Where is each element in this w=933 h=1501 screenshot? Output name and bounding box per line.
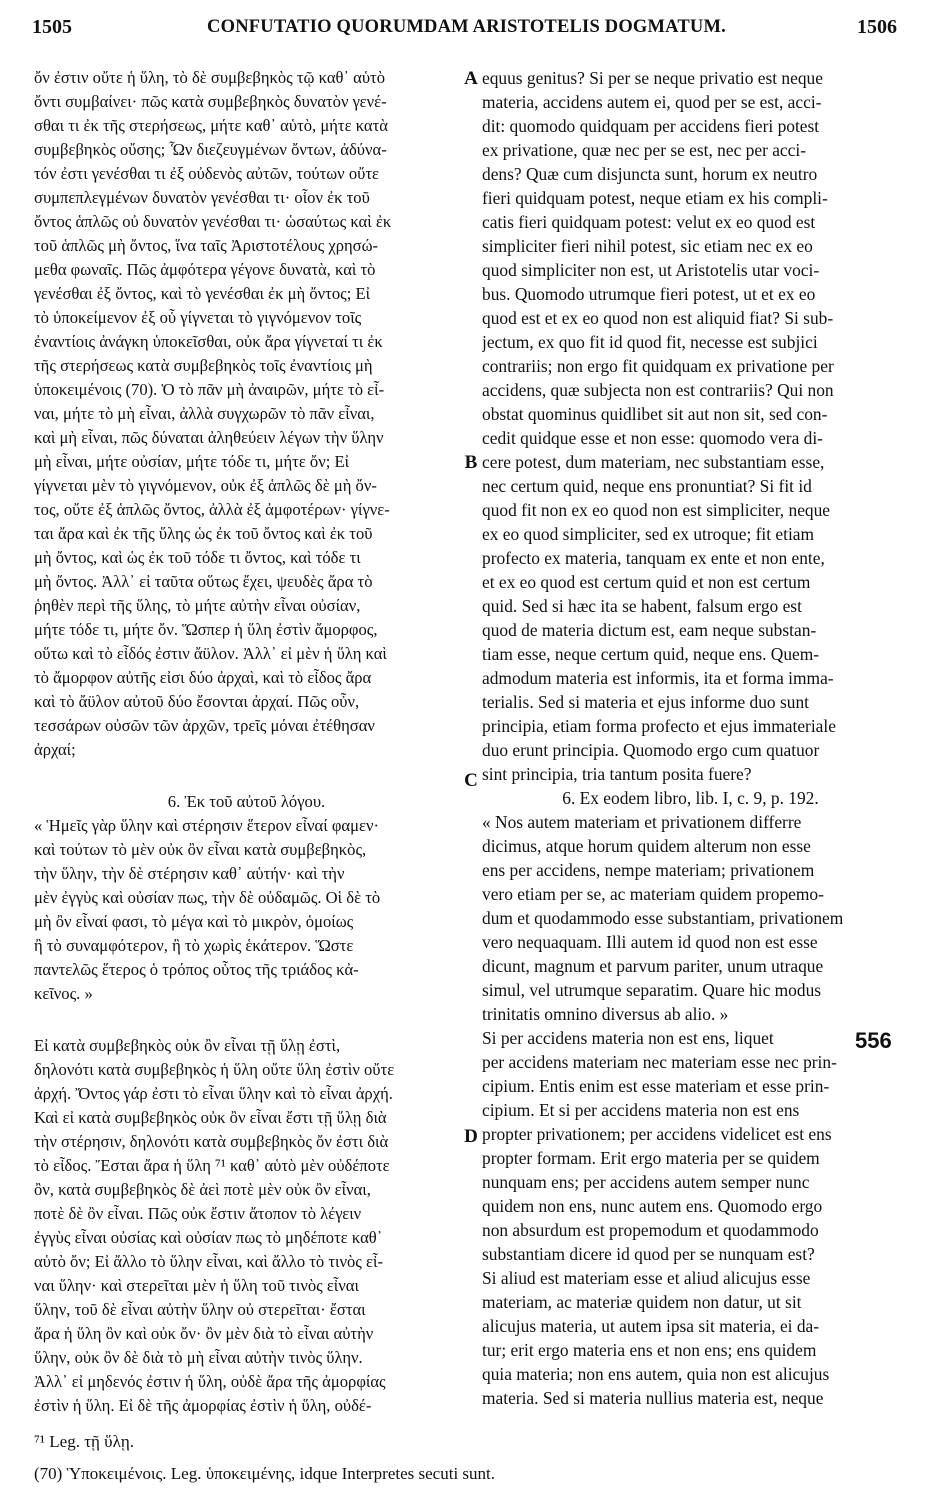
- text-line: profecto ex materia, tanquam ex ente et non ente,: [482, 548, 825, 568]
- text-line: τος, οὔτε ἐξ ἁπλῶς ὄντος, ἀλλὰ ἐξ ἀμφοτέρων· γίγνε-: [34, 500, 390, 519]
- text-line: τῆς στερήσεως κατὰ συμβεβηκὸς τοῖς ἐναντίοις μὴ: [34, 356, 373, 375]
- running-title: CONFUTATIO QUORUMDAM ARISTOTELIS DOGMATUM.: [207, 17, 726, 37]
- text-line: Si per accidens materia non est ens, liquet: [482, 1028, 774, 1048]
- page-number-left: 1505: [32, 16, 72, 38]
- text-line: dum et quodammodo esse substantiam, privationem: [482, 908, 844, 928]
- text-line: ex eo quod simpliciter, sed ex utroque; fit etiam: [482, 524, 815, 544]
- text-line: dit: quomodo quidquam per accidens fieri potest: [482, 116, 820, 136]
- text-line: τόν ἐστι γενέσθαι τι ἐξ οὐδενὸς αὐτῶν, τούτων οὔτε: [34, 164, 379, 183]
- text-line: ται ἄρα καὶ ἐκ τῆς ὕλης ὡς ἐκ τοῦ ὄντος καὶ ἐκ τοῦ: [34, 524, 373, 543]
- text-line: simpliciter fieri nihil potest, sic etiam nec ex eo: [482, 236, 813, 256]
- text-line: ὕλην, οὐκ ὂν δὲ διὰ τὸ μὴ εἶναι αὐτὴν τινὸς ὕλην.: [34, 1348, 363, 1367]
- text-line: ὑποκειμένοις (70). Ὁ τὸ πᾶν μὴ ἀναιρῶν, μήτε τὸ εἶ-: [34, 380, 385, 399]
- text-line: fieri quidquam potest, neque etiam ex his compli-: [482, 188, 828, 208]
- text-line: admodum materia est informis, ita et forma imma-: [482, 668, 834, 688]
- text-line: cipium. Et si per accidens materia non est ens: [482, 1100, 800, 1120]
- text-line: ex privatione, quæ nec per se est, nec per acci-: [482, 140, 806, 160]
- text-line: ὕλην, τοῦ δὲ εἶναι αὐτὴν ὕλην οὐ στερεῖται· ἔσται: [34, 1300, 366, 1319]
- text-line: nec certum quid, neque ens pronuntiat? Si fit id: [482, 476, 812, 496]
- text-line: ὂν, κατὰ συμβεβηκὸς δὲ ἀεὶ ποτὲ μὲν οὐκ ὂν εἶναι,: [34, 1180, 371, 1199]
- text-line: καὶ τούτων τὸ μὲν οὐκ ὂν εἶναι κατὰ συμβεβηκὸς,: [34, 840, 367, 859]
- text-line: 6. Ex eodem libro, lib. I, c. 9, p. 192.: [562, 788, 819, 808]
- text-line: ὄντι συμβαίνει· πῶς κατὰ συμβεβηκὸς δυνατὸν γενέ-: [34, 92, 387, 111]
- text-line: quod fit non ex eo quod non est simpliciter, neque: [482, 500, 831, 520]
- text-line: sint principia, tria tantum posita fuere?: [482, 764, 752, 784]
- text-line: μὴ ὄντος, καὶ ὡς ἐκ τοῦ τόδε τι ὄντος, καὶ τόδε τι: [34, 548, 361, 567]
- text-line: ἢ τὸ συναμφότερον, ἢ τὸ χωρὶς ἑκάτερον. Ὥστε: [34, 936, 354, 955]
- text-line: ναι, μήτε τὸ μὴ εἶναι, ἀλλὰ συγχωρῶν τὸ πᾶν εἶναι,: [34, 404, 375, 423]
- text-line: per accidens materiam nec materiam esse nec prin-: [482, 1052, 837, 1072]
- footnotes: [34, 1426, 894, 1490]
- footnote-71: ⁷¹ Leg. τῇ ὕλῃ.: [34, 1432, 134, 1451]
- text-line: σθαι τι ἐκ τῆς στερήσεως, μήτε καθ᾽ αὑτὸ, μήτε κατὰ: [34, 116, 388, 135]
- page-number-right: 1506: [857, 16, 897, 38]
- text-line: γενέσθαι ἐξ ὄντος, καὶ τὸ γενέσθαι ἐκ μὴ ὄντος; Εἰ: [34, 284, 371, 303]
- text-line: ὄν ἐστιν οὔτε ἡ ὕλη, τὸ δὲ συμβεβηκὸς τῷ καθ᾽ αὑτὸ: [34, 68, 386, 87]
- page-header: [18, 16, 915, 46]
- text-line: cere potest, dum materiam, nec substantiam esse,: [482, 452, 825, 472]
- text-line: οὕτω καὶ τὸ εἶδός ἐστιν ἄϋλον. Ἀλλ᾽ εἰ μὲν ἡ ὕλη καὶ: [34, 644, 387, 663]
- text-line: materia, accidens autem ei, quod per se est, acci-: [482, 92, 822, 112]
- text-line: μὴ ὂν εἶναί φασι, τὸ μέγα καὶ τὸ μικρὸν, ὁμοίως: [34, 912, 354, 931]
- text-line: ἀρχή. Ὄντος γάρ ἐστι τὸ εἶναι ὕλην καὶ τὸ εἶναι ἀρχή.: [34, 1084, 393, 1103]
- text-line: quod est et ex eo quod non est aliquid fiat? Si sub-: [482, 308, 834, 328]
- text-line: accidens, quæ subjecta non est contrariis? Qui non: [482, 380, 834, 400]
- text-line: τοῦ ἁπλῶς μὴ ὄντος, ἵνα ταῖς Ἀριστοτέλους χρησώ-: [34, 236, 379, 255]
- text-line: καὶ τὸ ἄϋλον αὐτοῦ δύο ἔσονται ἀρχαί. Πῶς οὖν,: [34, 692, 360, 711]
- text-line: substantiam dicere id quod per se nunquam est?: [482, 1244, 815, 1264]
- text-line: simul, vel utrumque separatim. Quare hic modus: [482, 980, 822, 1000]
- text-line: cipium. Entis enim est esse materiam et esse prin-: [482, 1076, 830, 1096]
- text-line: alicujus materia, ut autem ipsa sit materia, ei da-: [482, 1316, 820, 1336]
- text-line: obstat quominus quidlibet sit aut non sit, sed con-: [482, 404, 828, 424]
- text-line: γίγνεται μὲν τὸ γιγνόμενον, οὐκ ἐξ ἁπλῶς δὲ μὴ ὄν-: [34, 476, 377, 495]
- text-line: propter privationem; per accidens videlicet est ens: [482, 1124, 832, 1144]
- margin-section-number: 556: [855, 1028, 892, 1053]
- margin-marker-b: B: [464, 452, 478, 473]
- text-line: τὴν ὕλην, τὴν δὲ στέρησιν καθ᾽ αὑτήν· καὶ τὴν: [34, 864, 345, 883]
- text-line: ὄντος ἁπλῶς οὐ δυνατὸν γενέσθαι τι· ὡσαύτως καὶ ἐκ: [34, 212, 392, 231]
- text-line: contrariis; non ergo fit quidquam ex privatione per: [482, 356, 834, 376]
- text-line: tiam esse, neque certum quid, neque ens. Quem-: [482, 644, 820, 664]
- text-line: quod simpliciter non est, ut Aristotelis utar voci-: [482, 260, 820, 280]
- text-line: equus genitus? Si per se neque privatio est neque: [482, 68, 823, 88]
- text-line: αὑτὸ ὄν; Εἰ ἄλλο τὸ ὕλην εἶναι, καὶ ἄλλο τὸ τινὸς εἶ-: [34, 1252, 383, 1271]
- text-line: ποτὲ δὲ ὂν εἶναι. Πῶς οὐκ ἔστιν ἄτοπον τὸ λέγειν: [34, 1204, 362, 1223]
- text-line: [34, 1006, 459, 1034]
- text-line: et ex eo quod est certum quid et non est certum: [482, 572, 811, 592]
- text-line: μὲν ἐγγὺς καὶ οὐσίαν πως, τὴν δὲ οὐδαμῶς. Οἱ δὲ τὸ: [34, 888, 381, 907]
- text-line: παντελῶς ἕτερος ὁ τρόπος οὗτος τῆς τριάδος κἀ-: [34, 960, 359, 979]
- margin-marker-a: A: [464, 68, 478, 89]
- text-line: τὸ εἶδος. Ἔσται ἄρα ἡ ὕλη ⁷¹ καθ᾽ αὑτὸ μὲν οὐδέποτε: [34, 1156, 390, 1175]
- text-line: « Ἡμεῖς γὰρ ὕλην καὶ στέρησιν ἕτερον εἶναί φαμεν·: [34, 816, 380, 835]
- text-line: dicimus, atque horum quidem alterum non esse: [482, 836, 811, 856]
- text-line: μὴ ὄντος. Ἀλλ᾽ εἰ ταῦτα οὕτως ἔχει, ψευδὲς ἄρα τὸ: [34, 572, 373, 591]
- text-line: nunquam ens; per accidens autem semper nunc: [482, 1172, 810, 1192]
- text-line: ἐναντίοις ἀνάγκη ὑποκεῖσθαι, οὐκ ἄρα γίγνεταί τι ἐκ: [34, 332, 383, 351]
- text-line: 6. Ἐκ τοῦ αὐτοῦ λόγου.: [167, 792, 326, 811]
- text-line: quod de materia dictum est, eam neque substan-: [482, 620, 817, 640]
- text-line: ἄρα ἡ ὕλη ὂν καὶ οὐκ ὄν· ὂν μὲν διὰ τὸ εἶναι αὐτὴν: [34, 1324, 374, 1343]
- text-line: τὸ ἄμορφον αὐτῆς εἰσι δύο ἀρχαὶ, καὶ τὸ εἶδος ἄρα: [34, 668, 372, 687]
- text-line: μὴ εἶναι, μήτε οὐσίαν, μήτε τόδε τι, μήτε ὄν; Εἰ: [34, 452, 350, 471]
- text-line: trinitatis omnino diversus ab alio. »: [482, 1004, 729, 1024]
- text-line: catis fieri quidquam potest: velut ex eo quod est: [482, 212, 816, 232]
- text-line: cedit quidque esse et non esse: quomodo vera di-: [482, 428, 823, 448]
- text-line: Si aliud est materiam esse et aliud alicujus esse: [482, 1268, 811, 1288]
- text-line: ens per accidens, nempe materiam; privationem: [482, 860, 815, 880]
- text-line: ἐγγὺς εἶναι οὐσίας καὶ οὐσίαν πως τὸ μηδέποτε καθ᾽: [34, 1228, 383, 1247]
- text-line: principia, etiam forma profecto et ejus immateriale: [482, 716, 836, 736]
- footnote-70: (70) Ὑποκειμένοις. Leg. ὑποκειμένης, idque Interpretes secuti sunt.: [34, 1464, 496, 1483]
- text-line: Εἰ κατὰ συμβεβηκὸς οὐκ ὂν εἶναι τῇ ὕλῃ ἐστὶ,: [34, 1036, 341, 1055]
- text-line: non absurdum est propemodum et quodammodo: [482, 1220, 819, 1240]
- text-line: quia materia; non ens autem, quia non est alicujus: [482, 1364, 830, 1384]
- text-line: μεθα φωναῖς. Πῶς ἀμφότερα γέγονε δυνατὰ, καὶ τὸ: [34, 260, 376, 279]
- text-line: duo erunt principia. Quomodo ergo cum quatuor: [482, 740, 820, 760]
- text-line: quidem non ens, nunc autem ens. Quomodo ergo: [482, 1196, 823, 1216]
- text-line: quid. Sed si hæc ita se habent, falsum ergo est: [482, 596, 802, 616]
- greek-column: [34, 66, 459, 1418]
- text-line: τὴν στέρησιν, δηλονότι κατὰ συμβεβηκὸς ὄν ἐστι διὰ: [34, 1132, 389, 1151]
- text-line: dens? Quæ cum disjuncta sunt, horum ex neutro: [482, 164, 818, 184]
- text-line: materia. Sed si materia nullius materia est, neque: [482, 1388, 824, 1408]
- text-line: « Nos autem materiam et privationem differre: [482, 812, 802, 832]
- latin-column: [482, 66, 899, 1410]
- margin-marker-c: C: [464, 770, 478, 791]
- text-line: materiam, ac materiæ quidem non datur, ut sit: [482, 1292, 802, 1312]
- text-line: dicunt, magnum et parvum pariter, unum utraque: [482, 956, 824, 976]
- text-line: τὸ ὑποκείμενον ἐξ οὗ γίγνεται τὸ γιγνόμενον τοῖς: [34, 308, 362, 327]
- text-line: δηλονότι κατὰ συμβεβηκὸς ἡ ὕλη οὔτε ὕλη ἐστὶν οὔτε: [34, 1060, 395, 1079]
- text-line: καὶ μὴ εἶναι, πῶς δύναται ἀληθεύειν λέγων τὴν ὕλην: [34, 428, 384, 447]
- text-line: τεσσάρων οὐσῶν τῶν ἀρχῶν, τρεῖς μόναι ἐτέθησαν: [34, 716, 375, 735]
- text-line: tur; erit ergo materia ens et non ens; ens quidem: [482, 1340, 817, 1360]
- text-line: Ἀλλ᾽ εἰ μηδενός ἐστιν ἡ ὕλη, οὐδὲ ἄρα τῆς ἀμορφίας: [34, 1372, 386, 1391]
- text-line: [34, 762, 459, 790]
- text-line: ἐστὶν ἡ ὕλη. Εἰ δὲ τῆς ἀμορφίας ἐστὶν ἡ ὕλη, οὐδέ-: [34, 1396, 372, 1415]
- text-line: ἀρχαί;: [34, 740, 76, 759]
- text-line: συμβεβηκὸς οὔσης; Ὧν διεζευγμένων ὄντων, ἀδύνα-: [34, 140, 387, 159]
- text-line: κεῖνος. »: [34, 984, 93, 1003]
- text-line: ῥηθὲν περὶ τῆς ὕλης, τὸ μήτε αὐτὴν εἶναι οὐσίαν,: [34, 596, 361, 615]
- text-line: Καὶ εἰ κατὰ συμβεβηκὸς οὐκ ὂν εἶναι ἔστι τῇ ὕλῃ διὰ: [34, 1108, 387, 1127]
- text-line: συμπεπλεγμένων δυνατὸν γενέσθαι τι· οἷον ἐκ τοῦ: [34, 188, 370, 207]
- margin-marker-d: D: [464, 1126, 478, 1147]
- text-line: vero nequaquam. Illi autem id quod non est esse: [482, 932, 818, 952]
- text-line: bus. Quomodo utrumque fieri potest, ut et ex eo: [482, 284, 816, 304]
- text-line: vero etiam per se, ac materiam quidem propemo-: [482, 884, 824, 904]
- text-line: jectum, ex quo fit id quod fit, necesse est subjici: [482, 332, 818, 352]
- text-line: propter formam. Erit ergo materia per se quidem: [482, 1148, 820, 1168]
- text-line: ναι ὕλην· καὶ στερεῖται μὲν ἡ ὕλη τοῦ τινὸς εἶναι: [34, 1276, 359, 1295]
- text-line: terialis. Sed si materia et ejus informe duo sunt: [482, 692, 809, 712]
- text-line: μήτε τόδε τι, μήτε ὄν. Ὥσπερ ἡ ὕλη ἐστὶν ἄμορφος,: [34, 620, 378, 639]
